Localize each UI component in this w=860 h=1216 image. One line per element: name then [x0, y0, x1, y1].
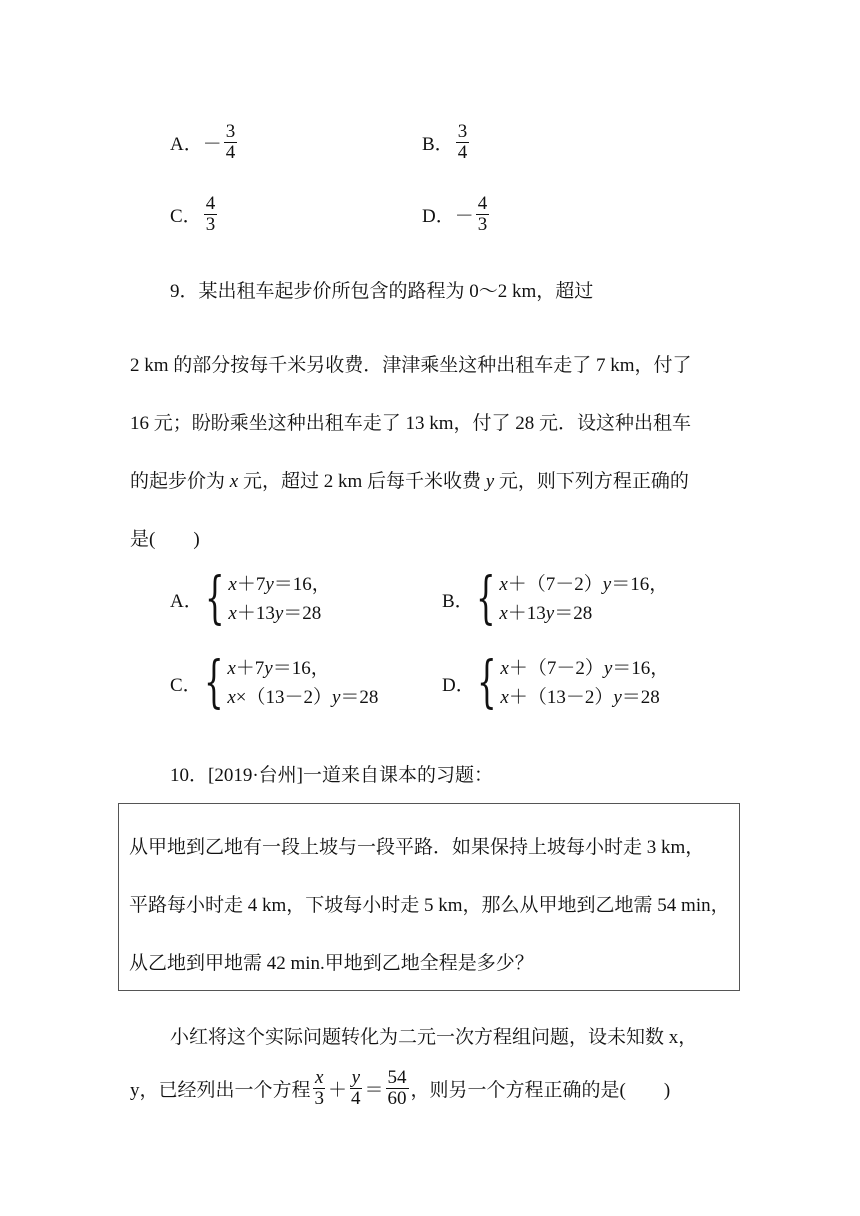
box-line-1: 从甲地到乙地有一段上坡与一段平路．如果保持上坡每小时走 3 km，	[129, 837, 705, 858]
fraction	[224, 122, 238, 163]
numerator: 4	[477, 193, 488, 214]
q9-line-5: 是( )	[130, 529, 200, 550]
option-label: A．	[170, 133, 203, 155]
q10-paragraph-2	[130, 1068, 670, 1109]
q9-option-c	[170, 650, 379, 716]
equals-sign: ＝	[364, 1079, 384, 1101]
q9-line-2: 2 km 的部分按每千米另收费．津津乘坐这种出租车走了 7 km，付了	[130, 355, 692, 376]
denominator: 4	[457, 141, 468, 163]
numerator: 3	[225, 121, 236, 142]
q10-intro: 10．[2019·台州]一道来自课本的习题：	[170, 765, 493, 786]
brace-icon: {	[475, 566, 496, 632]
fraction-54-over-60	[386, 1068, 409, 1109]
denominator: 3	[314, 1087, 325, 1109]
text: ，则另一个方程正确的是( )	[410, 1079, 671, 1101]
var-y: y	[485, 471, 495, 492]
equation-system	[474, 566, 669, 632]
denominator: 3	[205, 213, 216, 235]
fraction-y-over-4	[349, 1068, 363, 1109]
brace-icon: {	[204, 566, 225, 632]
denominator: 4	[351, 1087, 361, 1109]
equation-2: x＋13y＝28	[499, 603, 593, 625]
q8-option-d	[422, 194, 491, 235]
fraction	[204, 194, 218, 235]
numerator: y	[351, 1067, 360, 1088]
text: 元，超过 2 km 后每千米收费	[238, 471, 486, 492]
option-label: C．	[170, 205, 202, 227]
numerator: 3	[457, 121, 468, 142]
equation-2: x＋（13－2）y＝28	[500, 687, 660, 709]
text: 的起步价为	[130, 471, 230, 492]
denominator: 4	[225, 141, 236, 163]
q9-line-3: 16 元；盼盼乘坐这种出租车走了 13 km，付了 28 元．设这种出租车	[130, 413, 692, 434]
numerator: 4	[205, 193, 216, 214]
plus-sign: ＋	[328, 1079, 348, 1101]
q9-line-1: 9．某出租车起步价所包含的路程为 0～2 km，超过	[170, 281, 594, 302]
option-label: C．	[170, 674, 202, 696]
box-line-2: 平路每小时走 4 km，下坡每小时走 5 km，那么从甲地到乙地需 54 min，	[129, 895, 730, 916]
fraction	[476, 194, 490, 235]
option-sign: －	[454, 205, 474, 227]
q8-option-a	[170, 122, 239, 163]
option-label: D．	[422, 205, 455, 227]
q9-option-d	[442, 650, 670, 716]
equation-1: x＋7y＝16，	[227, 658, 330, 679]
equation-1: x＋（7－2）y＝16，	[499, 574, 669, 595]
equation-system	[475, 650, 670, 716]
text: 元，则下列方程正确的	[494, 471, 689, 492]
numerator: x	[315, 1067, 324, 1088]
fraction	[456, 122, 470, 163]
option-label: B．	[442, 590, 474, 612]
q8-option-c	[170, 194, 219, 235]
brace-icon: {	[203, 650, 224, 716]
q9-option-b	[442, 566, 669, 632]
var-x: x	[229, 471, 239, 492]
equation-2: x＋13y＝28	[228, 603, 322, 625]
option-label: D．	[442, 674, 475, 696]
q8-option-b	[422, 122, 471, 163]
q9-option-a	[170, 566, 331, 632]
equation-1: x＋（7－2）y＝16，	[500, 658, 670, 679]
option-sign: －	[202, 133, 222, 155]
text: y，已经列出一个方程	[130, 1079, 311, 1101]
option-label: B．	[422, 133, 454, 155]
q10-paragraph-1: 小红将这个实际问题转化为二元一次方程组问题，设未知数 x，	[170, 1027, 698, 1048]
problem-box	[118, 803, 740, 991]
option-label: A．	[170, 590, 203, 612]
equation-2: x×（13－2）y＝28	[227, 687, 379, 709]
equation-system	[202, 650, 379, 716]
denominator: 3	[477, 213, 488, 235]
q9-line-4	[130, 466, 689, 493]
brace-icon: {	[476, 650, 497, 716]
equation-1: x＋7y＝16，	[228, 574, 331, 595]
denominator: 60	[387, 1087, 407, 1109]
box-line-3: 从乙地到甲地需 42 min.甲地到乙地全程是多少？	[129, 953, 534, 974]
fraction-x-over-3	[313, 1068, 327, 1109]
numerator: 54	[387, 1067, 407, 1088]
equation-system	[203, 566, 331, 632]
